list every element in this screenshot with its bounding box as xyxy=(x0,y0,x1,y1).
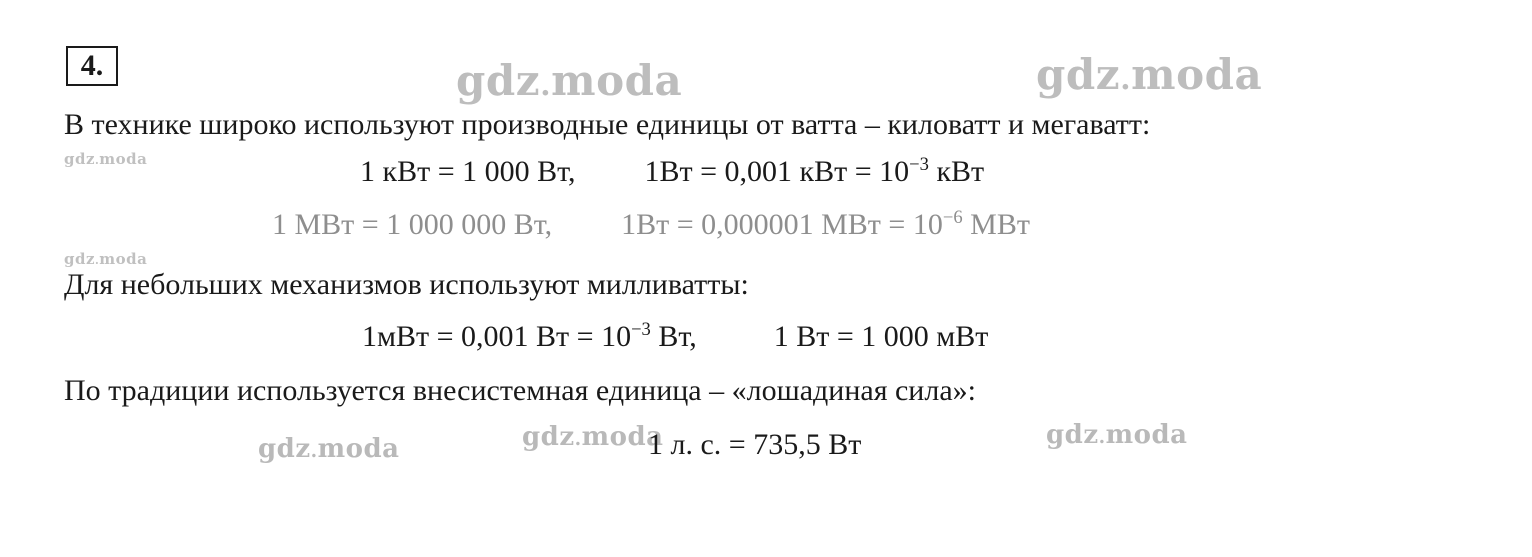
watermark-left-upper xyxy=(64,150,147,168)
problem-number xyxy=(66,46,118,86)
watermark-left-lower xyxy=(64,250,147,268)
formula-kw-exponent: −3 xyxy=(909,154,929,175)
watermark-bottom-left xyxy=(258,434,400,464)
watermark-top-center xyxy=(456,56,682,105)
formula-mw-exponent: −6 xyxy=(942,207,963,228)
intro-paragraph: В технике широко используют производные единицы от ватта – киловатт и мегаватт: xyxy=(64,108,1151,141)
watermark-tail: moda xyxy=(1105,420,1188,450)
watermark-dot: . xyxy=(1120,62,1132,97)
milliwatt-paragraph: Для небольших механизмов используют милливатты: xyxy=(64,268,749,301)
formula-mvt-left-a: 1мВт = 0,001 Вт = 10 xyxy=(362,320,632,353)
formula-kw-left: 1 кВт = 1 000 Вт, xyxy=(360,155,576,188)
watermark-text: gdz xyxy=(258,434,311,464)
watermark-tail: moda xyxy=(317,434,400,464)
watermark-text: gdz xyxy=(456,56,541,105)
watermark-tail: moda xyxy=(581,422,664,452)
formula-row-megawatt xyxy=(272,208,1030,243)
watermark-tail: moda xyxy=(99,150,148,168)
watermark-dot: . xyxy=(95,254,100,267)
watermark-text: gdz xyxy=(522,422,575,452)
formula-mvt-right: 1 Вт = 1 000 мВт xyxy=(773,320,989,353)
watermark-dot: . xyxy=(1098,426,1106,448)
watermark-dot: . xyxy=(310,440,318,462)
formula-kw-right-a: 1Вт = 0,001 кВт = 10 xyxy=(644,155,910,188)
formula-hp: 1 л. с. = 735,5 Вт xyxy=(648,428,862,461)
watermark-text: gdz xyxy=(1046,420,1099,450)
watermark-text: gdz xyxy=(64,250,95,268)
watermark-tail: moda xyxy=(1131,50,1263,99)
watermark-tail: moda xyxy=(99,250,148,268)
formula-mw-right-a: 1Вт = 0,000001 МВт = 10 xyxy=(621,208,943,241)
watermark-top-right xyxy=(1036,50,1262,99)
formula-kw-right-b: кВт xyxy=(928,155,985,188)
formula-row-milliwatt xyxy=(362,320,988,355)
watermark-tail: moda xyxy=(551,56,683,105)
watermark-bottom-right xyxy=(1046,420,1188,450)
watermark-dot: . xyxy=(574,428,582,450)
formula-mw-left: 1 МВт = 1 000 000 Вт, xyxy=(272,208,553,241)
formula-mw-right-b: МВт xyxy=(962,208,1030,241)
formula-row-horsepower xyxy=(648,428,861,463)
watermark-dot: . xyxy=(540,68,552,103)
problem-number-label: 4. xyxy=(80,49,104,82)
watermark-text: gdz xyxy=(64,150,95,168)
watermark-text: gdz xyxy=(1036,50,1121,99)
formula-mvt-exponent: −3 xyxy=(631,319,651,340)
watermark-bottom-center xyxy=(522,422,664,452)
formula-mvt-left-b: Вт, xyxy=(650,320,697,353)
formula-row-kilowatt xyxy=(360,155,984,190)
horsepower-paragraph: По традиции используется внесистемная единица – «лошадиная сила»: xyxy=(64,374,976,407)
watermark-dot: . xyxy=(95,154,100,167)
